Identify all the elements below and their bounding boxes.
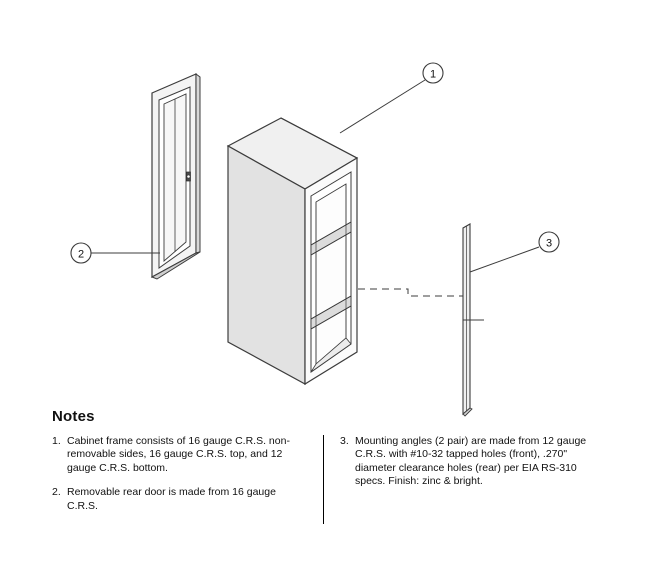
note-text: Removable rear door is made from 16 gauge C.R.S. — [67, 486, 276, 512]
cabinet-frame — [228, 118, 357, 384]
note-item — [52, 486, 309, 513]
note-text: Cabinet frame consists of 16 gauge C.R.S. non-removable sides, 16 gauge C.R.S. top, and 12 gauge C.R.S. bottom. — [67, 435, 290, 474]
note-item — [340, 435, 596, 489]
note-number: 3. — [340, 435, 349, 447]
notes-column-left — [52, 435, 324, 524]
notes-heading: Notes — [52, 408, 95, 425]
callout-1-label: 1 — [429, 68, 437, 81]
callout-1 — [340, 63, 443, 133]
door-latch-icon — [187, 172, 191, 181]
callout-3-label: 3 — [545, 237, 553, 250]
notes-columns — [52, 435, 612, 524]
note-item — [52, 435, 309, 475]
callout-2 — [71, 243, 160, 263]
note-number: 2. — [52, 486, 61, 499]
notes-column-right — [324, 435, 596, 500]
rear-door-panel — [152, 74, 200, 279]
note-text: Mounting angles (2 pair) are made from 12 gauge C.R.S. with #10-32 tapped holes (front), .270" diameter clearance holes (rear) per EIA RS-310 specs. Finish: zinc & bright. — [355, 435, 587, 488]
note-number: 1. — [52, 435, 61, 447]
callout-3 — [470, 232, 559, 272]
notes-section — [52, 408, 612, 524]
callout-2-label: 2 — [77, 248, 85, 261]
